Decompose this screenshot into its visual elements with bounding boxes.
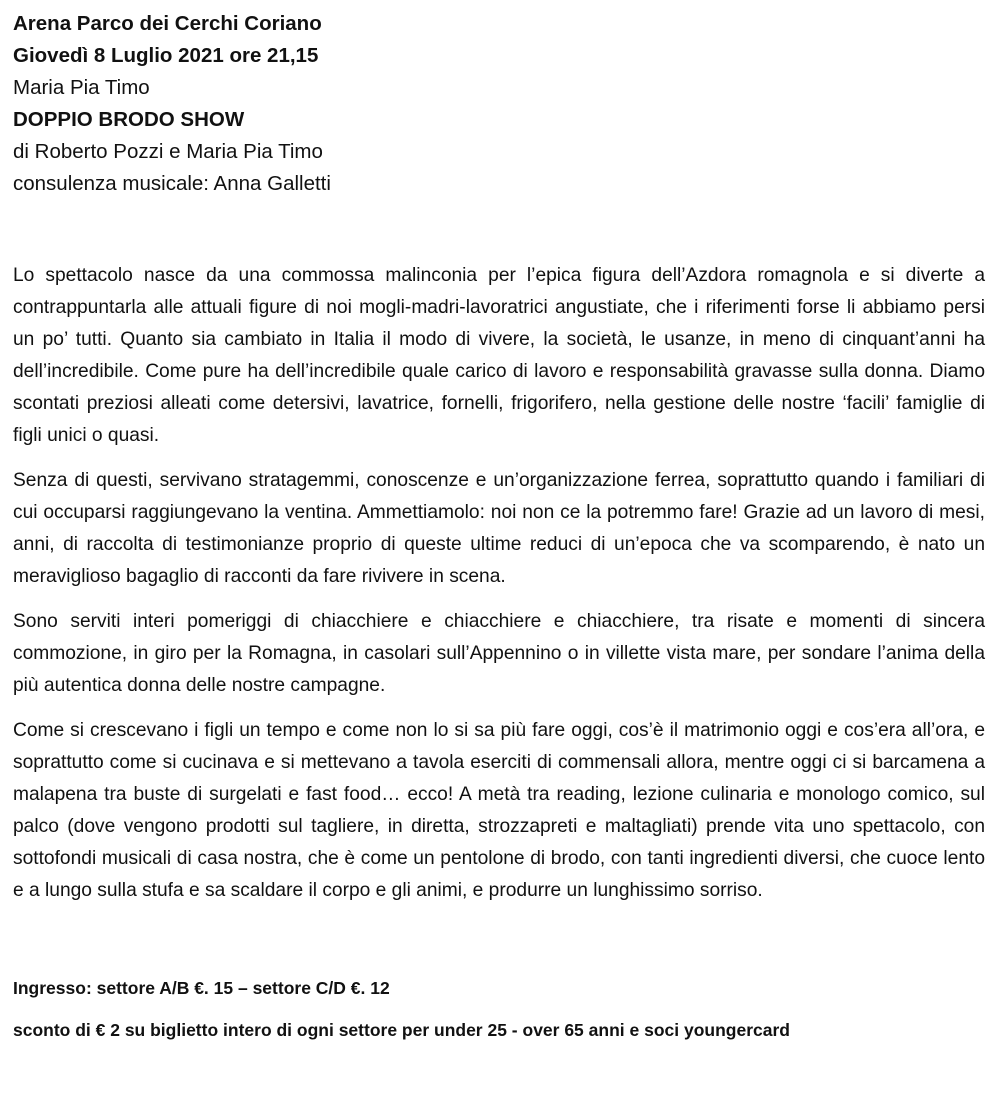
description-paragraph-4: Come si crescevano i figli un tempo e come non lo si sa più fare oggi, cos’è il matrimonio oggi e cos’era all’ora, e soprattutto come si cucinava e si mettevano a tavola eserciti di commensali allora, mentre oggi ci si barcamena a malapena tra buste di surgelati e fast food… ecco! A metà tra reading, lezione culinaria e monologo comico, sul palco (dove vengono prodotti sul tagliere, in diretta, strozzapreti e maltagliati) prende vita uno spettacolo, con sottofondi musicali di casa nostra, che è come un pentolone di brodo, con tanti ingredienti diversi, che cuoce lento e a lungo sulla stufa e sa scaldare il corpo e gli animi, e produrre un lunghissimo sorriso. [13, 720, 985, 901]
description-paragraph-3: Sono serviti interi pomeriggi di chiacchiere e chiacchiere e chiacchiere, tra risate e momenti di sincera commozione, in giro per la Romagna, in casolari sull’Appennino o in villette vista mare, per sondare l’anima della più autentica donna delle nostre campagne. [13, 611, 985, 696]
ticket-price-line: Ingresso: settore A/B €. 15 – settore C/D €. 12 [13, 978, 390, 998]
spacer [13, 200, 985, 260]
description-paragraph-2: Senza di questi, servivano stratagemmi, conoscenze e un’organizzazione ferrea, soprattutto quando i familiari di cui occuparsi raggiungevano la ventina. Ammettiamolo: noi non ce la potremmo fare! Grazie ad un lavoro di mesi, anni, di raccolta di testimonianze proprio di queste ultime reduci di un’epoca che va scomparendo, è nato un meraviglioso bagaglio di racconti da fare rivivere in scena. [13, 470, 985, 587]
datetime-line: Giovedì 8 Luglio 2021 ore 21,15 [13, 44, 319, 67]
description-paragraph-1: Lo spettacolo nasce da una commossa malinconia per l’epica figura dell’Azdora romagnola e si diverte a contrappuntarla alle attuali figure di noi mogli-madri-lavoratrici angustiate, che i riferimenti forse li abbiamo persi un po’ tutti. Quanto sia cambiato in Italia il modo di vivere, la società, le usanze, in meno di cinquant’anni ha dell’incredibile. Come pure ha dell’incredibile quale carico di lavoro e responsabilità gravasse sulla donna. Diamo scontati preziosi alleati come detersivi, lavatrice, fornelli, frigorifero, nella gestione delle nostre ‘facili’ famiglie di figli unici o quasi. [13, 265, 985, 446]
ticket-discount-line: sconto di € 2 su biglietto intero di ogni settore per under 25 - over 65 anni e soci youngercard [13, 1020, 790, 1040]
venue-line: Arena Parco dei Cerchi Coriano [13, 12, 322, 35]
spacer [13, 920, 985, 975]
music-consultant-line: consulenza musicale: Anna Galletti [13, 172, 331, 195]
performer-line: Maria Pia Timo [13, 76, 150, 99]
authors-line: di Roberto Pozzi e Maria Pia Timo [13, 140, 323, 163]
show-title: DOPPIO BRODO SHOW [13, 108, 245, 131]
event-document [13, 8, 985, 1059]
